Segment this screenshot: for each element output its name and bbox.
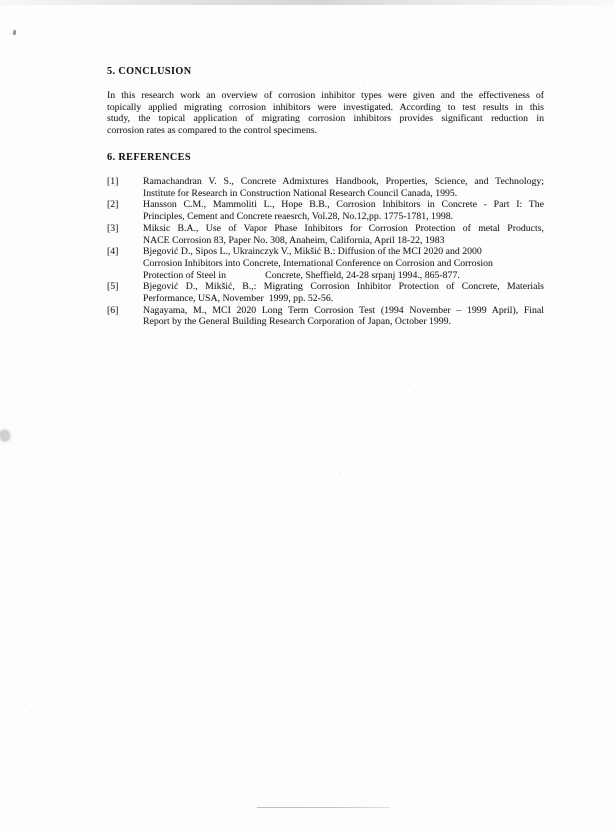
scan-noise-dot <box>189 342 190 343</box>
reference-number: [5] <box>107 281 119 293</box>
text-line: Report by the General Building Research Corporation of Japan, October 1999. <box>143 316 451 328</box>
scan-noise-dot <box>556 791 557 792</box>
text-line: In this research work an overview of corrosion inhibitor types were given and the effectiveness of <box>107 90 544 101</box>
scan-noise-dot <box>379 144 380 145</box>
scan-noise-dot <box>244 30 245 31</box>
scan-noise-dot <box>384 343 385 344</box>
scan-noise-dot <box>590 210 591 211</box>
scan-noise-dot <box>281 426 282 427</box>
scan-noise-dot <box>171 695 172 696</box>
reference-text <box>143 246 544 281</box>
scan-noise-dot <box>162 546 164 548</box>
scan-noise-dot <box>319 613 321 615</box>
scan-noise-dot <box>190 499 191 500</box>
scan-noise-dot <box>56 274 57 275</box>
scan-noise-dot <box>159 46 160 47</box>
scan-line-artifact <box>257 807 390 808</box>
scan-noise-dot <box>570 503 572 505</box>
text-line: corrosion rates as compared to the control specimens. <box>107 125 318 137</box>
references-list <box>107 176 544 328</box>
scan-noise-dot <box>99 138 100 139</box>
scan-noise-dot <box>176 14 178 16</box>
scan-noise-dot <box>41 747 42 748</box>
text-line: Hansson C.M., Mammoliti L., Hope B.B., Corrosion Inhibitors in Concrete - Part I: The <box>143 199 544 211</box>
scan-noise-dot <box>110 372 111 373</box>
scan-noise-dot <box>351 14 352 15</box>
scan-noise-dot <box>396 46 397 47</box>
scan-noise-dot <box>317 755 318 756</box>
scan-noise-dot <box>430 792 431 793</box>
scan-smudge <box>0 429 11 442</box>
scan-noise-dot <box>520 671 521 672</box>
text-line: Corrosion Inhibitors into Concrete, International Conference on Corrosion and Corrosion <box>143 257 493 269</box>
reference-item <box>107 199 544 222</box>
scan-noise-dot <box>152 697 153 698</box>
scan-noise-dot <box>48 743 49 744</box>
scan-noise-dot <box>468 529 469 530</box>
scan-noise-dot <box>309 55 310 56</box>
scan-noise-dot <box>391 704 392 705</box>
reference-item <box>107 305 544 328</box>
reference-text <box>143 305 544 328</box>
text-line: Bjegović D., Sipos L., Ukrainczyk V., Mikšić B.: Diffusion of the MCI 2020 and 2000 <box>143 246 482 258</box>
scan-noise-dot <box>374 696 375 697</box>
text-line: Miksic B.A., Use of Vapor Phase Inhibitors for Corrosion Protection of metal Products, <box>143 222 544 234</box>
text-line: Bjegović D., Mikšić, B.,: Migrating Corrosion Inhibitor Protection of Concrete, Materials <box>143 281 544 293</box>
conclusion-heading: 5. CONCLUSION <box>107 66 192 77</box>
reference-text <box>143 223 544 246</box>
scan-noise-dot <box>109 812 111 814</box>
scan-noise-dot <box>374 605 375 606</box>
reference-item <box>107 246 544 281</box>
conclusion-paragraph <box>107 90 544 137</box>
scan-noise-dot <box>408 384 410 386</box>
scan-noise-dot <box>37 528 38 529</box>
scan-noise-dot <box>430 62 431 63</box>
text-line: study, the topical application of migrating corrosion inhibitors provides significant reduction in <box>107 113 544 125</box>
scan-noise-dot <box>406 338 408 340</box>
scan-noise-dot <box>76 577 78 579</box>
text-line: Ramachandran V. S., Concrete Admixtures Handbook, Properties, Science, and Technology; <box>143 176 544 187</box>
reference-number: [1] <box>107 176 119 187</box>
reference-number: [4] <box>107 246 119 258</box>
scan-noise-dot <box>94 522 95 523</box>
scan-noise-dot <box>573 140 574 141</box>
scan-noise-dot <box>273 785 274 786</box>
scan-noise-dot <box>27 675 28 676</box>
reference-item <box>107 223 544 246</box>
text-line: Nagayama, M., MCI 2020 Long Term Corrosion Test (1994 November – 1999 April), Final <box>143 304 544 316</box>
reference-number: [2] <box>107 199 119 211</box>
scan-noise-dot <box>370 512 372 514</box>
scan-noise-dot <box>328 770 329 771</box>
scan-noise-dot <box>606 350 607 351</box>
scan-noise-dot <box>64 534 65 535</box>
references-heading: 6. REFERENCES <box>107 152 191 163</box>
reference-text <box>143 176 544 199</box>
scan-noise-dot <box>422 595 423 596</box>
reference-number: [3] <box>107 222 119 234</box>
scan-noise-dot <box>22 292 23 293</box>
scan-noise-dot <box>356 511 357 512</box>
scan-noise-dot <box>514 617 515 618</box>
scan-noise-dot <box>263 780 264 781</box>
reference-text <box>143 281 544 304</box>
scan-noise-dot <box>339 472 341 474</box>
scan-edge-artifact <box>0 0 614 5</box>
scan-noise-dot <box>509 715 511 717</box>
scan-noise-dot <box>93 774 94 775</box>
scan-noise-dot <box>455 568 456 569</box>
scan-noise-dot <box>261 758 263 760</box>
scan-noise-dot <box>551 163 552 164</box>
reference-item <box>107 176 544 199</box>
scan-noise-dot <box>141 579 142 580</box>
text-line: NACE Corrosion 83, Paper No. 308, Anaheim, California, April 18-22, 1983 <box>143 234 445 246</box>
scan-noise-dot <box>30 710 32 712</box>
scan-noise-dot <box>14 677 15 678</box>
text-line: Principles, Cement and Concrete reaesrch, Vol.28, No.12,pp. 1775-1781, 1998. <box>143 211 454 223</box>
scan-noise-dot <box>79 144 80 145</box>
scan-noise-dot <box>420 430 421 431</box>
scan-noise-dot <box>169 346 170 347</box>
text-line: topically applied migrating corrosion inhibitors were investigated. According to test results in this <box>107 101 544 113</box>
text-line: Institute for Research in Construction National Research Council Canada, 1995. <box>143 187 458 199</box>
scan-noise-dot <box>352 458 353 459</box>
reference-number: [6] <box>107 304 119 316</box>
text-line: Performance, USA, November 1999, pp. 52-56. <box>143 293 334 305</box>
scan-noise-dot <box>323 631 324 632</box>
scan-noise-dot <box>587 664 588 665</box>
scan-noise-dot <box>148 555 150 557</box>
scan-noise-dot <box>239 44 241 46</box>
text-line: Protection of Steel in Concrete, Sheffield, 24-28 srpanj 1994., 865-877. <box>143 269 460 281</box>
reference-item <box>107 281 544 304</box>
scan-noise-dot <box>43 579 45 581</box>
scan-noise-dot <box>15 121 16 122</box>
scan-speck <box>13 30 17 35</box>
scan-noise-dot <box>363 81 365 83</box>
scan-noise-dot <box>342 166 343 167</box>
scan-noise-dot <box>548 701 549 702</box>
scan-noise-dot <box>263 685 264 686</box>
reference-text <box>143 199 544 222</box>
